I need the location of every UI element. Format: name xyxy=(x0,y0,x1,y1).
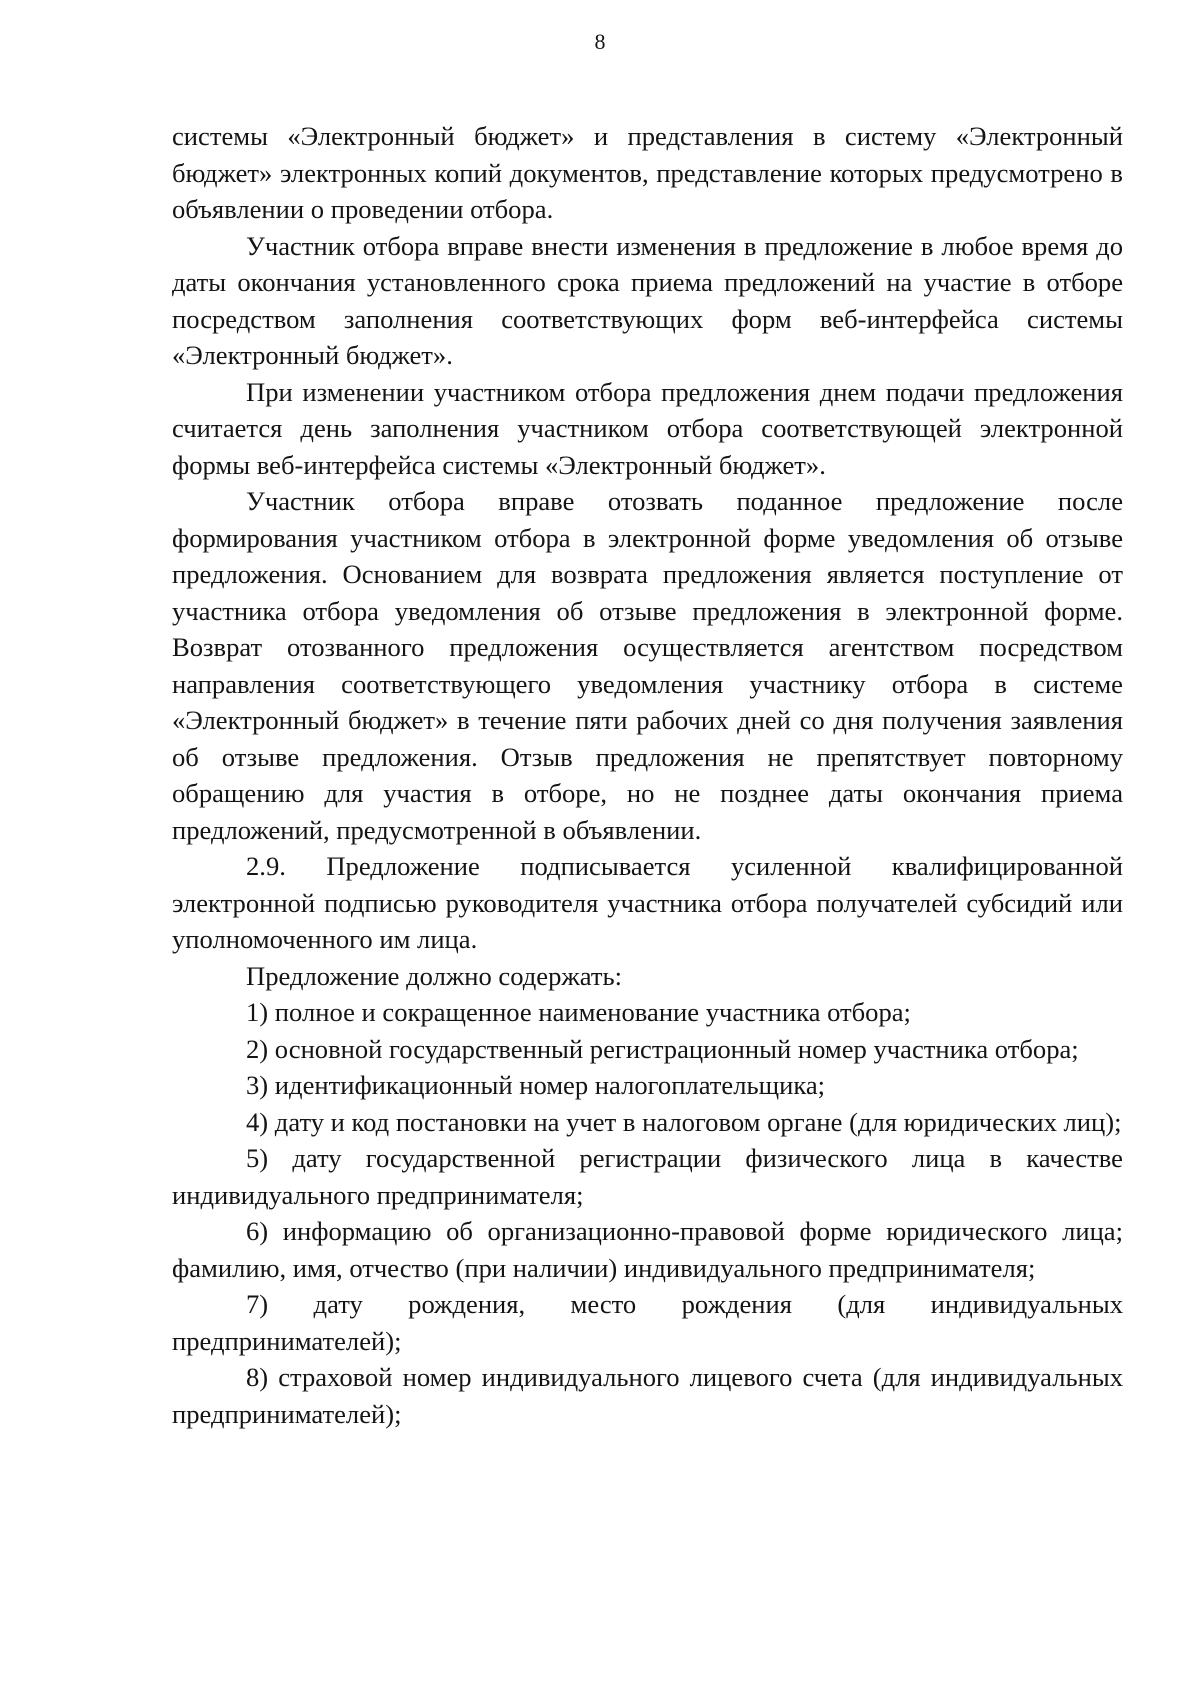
list-item-6: 6) информацию об организационно-правовой форме юридического лица; фамилию, имя, отчество (при наличии) индивидуального предпринимателя; xyxy=(172,1216,1123,1283)
paragraph-section-2-9: 2.9. Предложение подписывается усиленной квалифицированной электронной подписью руководителя участника отбора получателей субсидий или уполномоченного им лица. xyxy=(172,851,1123,954)
list-item-7: 7) дату рождения, место рождения (для индивидуальных предпринимателей); xyxy=(172,1289,1123,1356)
list-item-5: 5) дату государственной регистрации физического лица в качестве индивидуального предпринимателя; xyxy=(172,1143,1123,1210)
list-item-1: 1) полное и сокращенное наименование участника отбора; xyxy=(246,997,911,1027)
list-item-2: 2) основной государственный регистрационный номер участника отбора; xyxy=(246,1033,1079,1064)
paragraph-withdraw-proposal: Участник отбора вправе отозвать поданное предложение после формирования участником отбора в электронной форме уведомления об отзыве предложения. Основанием для возврата предложения является поступление от участника отбора уведомления об отзыве предложения в электронной форме. Возврат отозванного предложения осуществляется агентством посредством направления соответствующего уведомления участнику отбора в системе «Электронный бюджет» в течение пяти рабочих дней со дня получения заявления об отзыве предложения. Отзыв предложения не препятствует повторному обращению для участия в отборе, но не позднее даты окончания приема предложений, предусмотренной в объявлении. xyxy=(172,486,1123,845)
list-item-8: 8) страховой номер индивидуального лицевого счета (для индивидуальных предпринимателей); xyxy=(172,1362,1123,1429)
document-body xyxy=(172,118,1123,1432)
list-item-4: 4) дату и код постановки на учет в налоговом органе (для юридических лиц); xyxy=(246,1106,1122,1137)
paragraph-amend-proposal: Участник отбора вправе внести изменения в предложение в любое время до даты окончания установленного срока приема предложений на участие в отборе посредством заполнения соответствующих форм веб-интерфейса системы «Электронный бюджет». xyxy=(172,230,1123,370)
paragraph-continuation: системы «Электронный бюджет» и представления в систему «Электронный бюджет» электронных копий документов, представление которых предусмотрено в объявлении о проведении отбора. xyxy=(172,121,1123,224)
page-number: 8 xyxy=(594,29,606,54)
paragraph-contents-intro: Предложение должно содержать: xyxy=(246,960,623,991)
list-item-3: 3) идентификационный номер налогоплательщика; xyxy=(246,1070,826,1100)
paragraph-submission-date: При изменении участником отбора предложения днем подачи предложения считается день заполнения участником отбора соответствующей электронной формы веб-интерфейса системы «Электронный бюджет». xyxy=(172,376,1123,480)
